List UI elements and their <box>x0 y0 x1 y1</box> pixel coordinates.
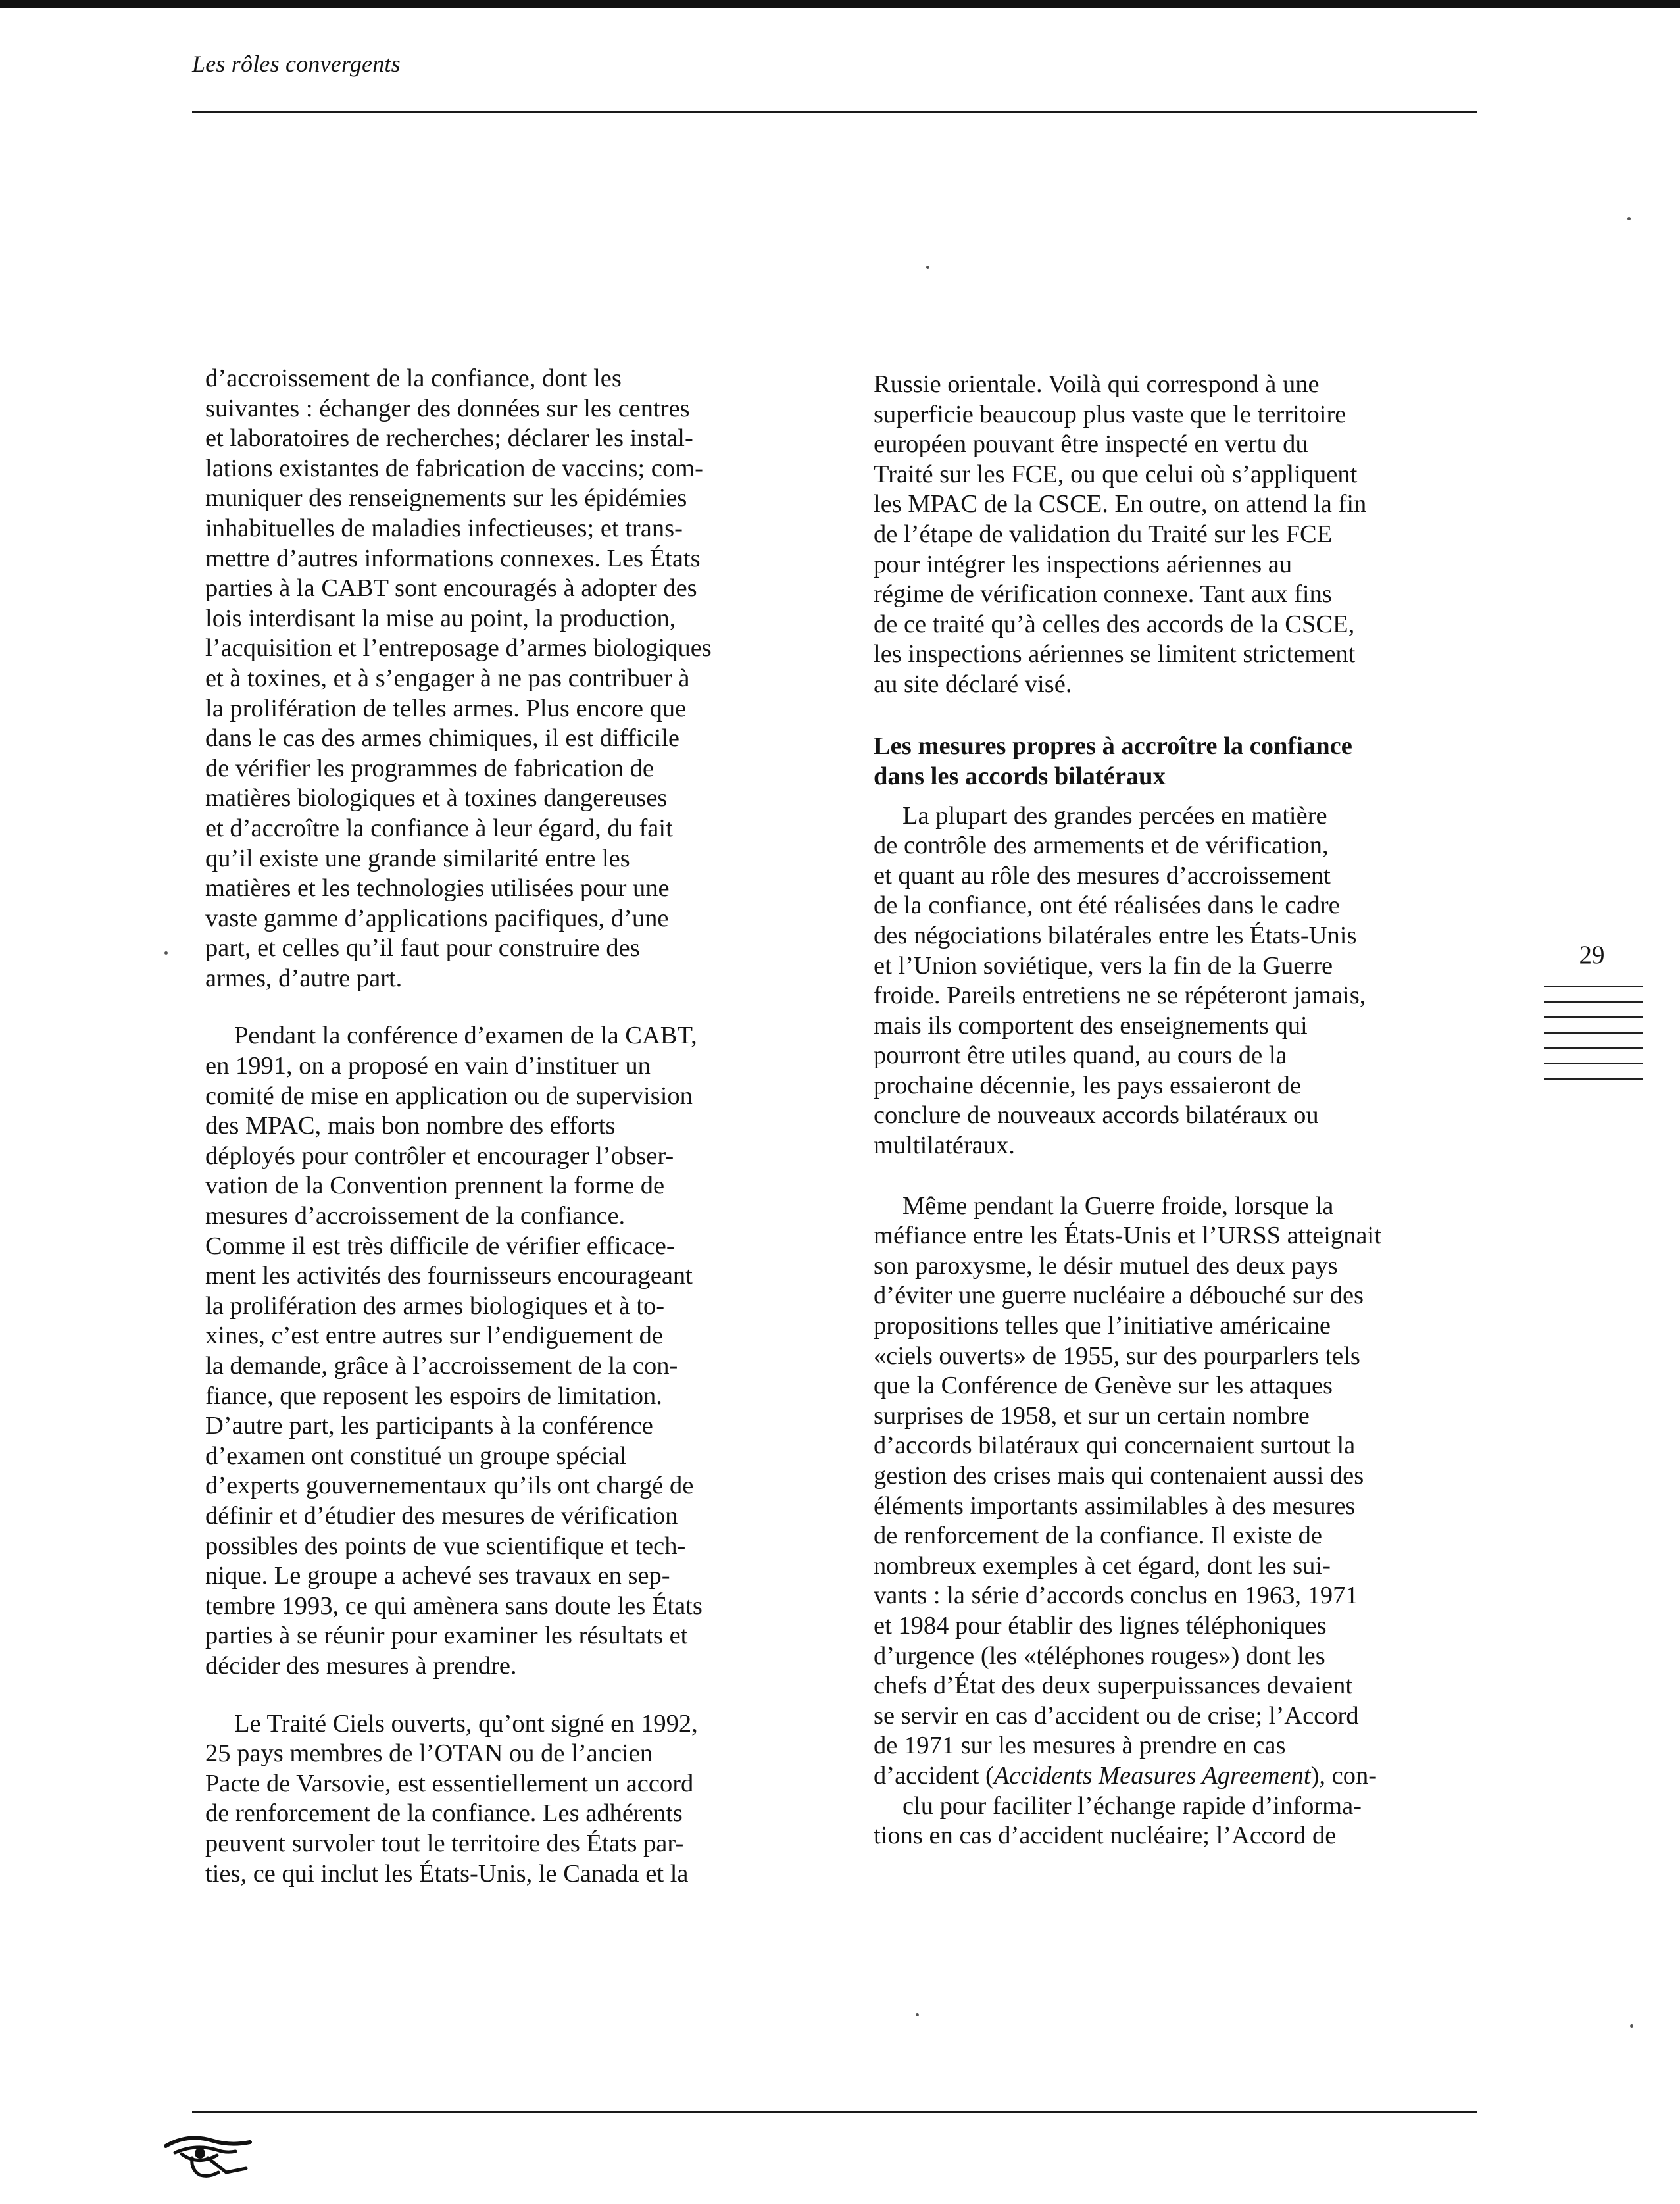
text-line: comité de mise en application ou de supervision <box>205 1082 693 1110</box>
text-line: inhabituelles de maladies infectieuses; et trans- <box>205 514 683 542</box>
margin-tab-rules <box>1544 986 1643 1094</box>
text-line: dans les accords bilatéraux <box>874 762 1166 790</box>
text-line: Pendant la conférence d’examen de la CABT, <box>234 1022 697 1050</box>
text-line: Le Traité Ciels ouverts, qu’ont signé en 1992, <box>234 1709 698 1738</box>
text-line: matières et les technologies utilisées pour une <box>205 874 670 903</box>
text-line: éléments importants assimilables à des mesures <box>874 1491 1356 1520</box>
text-line: gestion des crises mais qui contenaient aussi des <box>874 1462 1364 1490</box>
text-line: surprises de 1958, et sur un certain nombre <box>874 1401 1310 1430</box>
text-line: de renforcement de la confiance. Les adhérents <box>205 1799 683 1828</box>
text-line: possibles des points de vue scientifique et tech- <box>205 1532 686 1560</box>
footer-rule <box>192 2111 1477 2113</box>
text-line: clu pour faciliter l’échange rapide d’informa- <box>902 1791 1362 1820</box>
text-line: prochaine décennie, les pays essaieront de <box>874 1071 1301 1099</box>
scan-speck <box>1630 2024 1633 2028</box>
scan-top-edge <box>0 0 1680 8</box>
text-line: muniquer des renseignements sur les épidémies <box>205 484 687 513</box>
text-line: de 1971 sur les mesures à prendre en cas <box>874 1732 1286 1760</box>
text-line: d’urgence (les «téléphones rouges») dont les <box>874 1641 1325 1670</box>
text-line: chefs d’État des deux superpuissances devaient <box>874 1672 1353 1700</box>
text-line: ment les activités des fournisseurs encourageant <box>205 1262 693 1290</box>
tab-rule <box>1544 1078 1643 1080</box>
left-column <box>205 364 805 1889</box>
text-line: des MPAC, mais bon nombre des efforts <box>205 1112 616 1140</box>
text-line: parties à se réunir pour examiner les résultats et <box>205 1622 688 1650</box>
text-line: mesures d’accroissement de la confiance. <box>205 1202 626 1230</box>
italic-line-after: ), con- <box>1310 1761 1377 1790</box>
text-line: des négociations bilatérales entre les États-Unis <box>874 921 1357 949</box>
tab-rule <box>1544 1001 1643 1003</box>
text-line: d’éviter une guerre nucléaire a débouché sur des <box>874 1282 1364 1310</box>
text-line: de vérifier les programmes de fabrication de <box>205 754 655 782</box>
text-line: D’autre part, les participants à la conférence <box>205 1412 653 1440</box>
text-line: déployés pour contrôler et encourager l’obser- <box>205 1141 674 1170</box>
text-line: que la Conférence de Genève sur les attaques <box>874 1372 1333 1400</box>
italic-line-before: d’accident ( <box>874 1761 994 1790</box>
text-line: la demande, grâce à l’accroissement de la con- <box>205 1352 678 1380</box>
text-line: Pacte de Varsovie, est essentiellement un accord <box>205 1769 694 1797</box>
text-line: Même pendant la Guerre froide, lorsque la <box>902 1191 1334 1220</box>
text-line: suivantes : échanger des données sur les centres <box>205 394 690 422</box>
text-line: mais ils comportent des enseignements qui <box>874 1011 1308 1039</box>
text-line: d’accords bilatéraux qui concernaient surtout la <box>874 1432 1356 1460</box>
text-line: de la confiance, ont été réalisées dans le cadre <box>874 891 1340 920</box>
text-line: multilatéraux. <box>874 1132 1015 1160</box>
text-line: en 1991, on a proposé en vain d’instituer un <box>205 1052 651 1080</box>
text-line: et d’accroître la confiance à leur égard, du fait <box>205 814 673 842</box>
text-line: nombreux exemples à cet égard, dont les sui- <box>874 1551 1331 1580</box>
right-paragraph-3-body <box>874 1191 1479 1761</box>
text-line: de renforcement de la confiance. Il existe de <box>874 1522 1322 1550</box>
text-line: ties, ce qui inclut les États-Unis, le Canada et la <box>205 1859 689 1888</box>
text-line: qu’il existe une grande similarité entre les <box>205 844 630 872</box>
text-line: «ciels ouverts» de 1955, sur des pourparlers tels <box>874 1341 1360 1370</box>
text-line: peuvent survoler tout le territoire des États par- <box>205 1829 684 1857</box>
text-line: mettre d’autres informations connexes. Les États <box>205 544 701 572</box>
text-line: et l’Union soviétique, vers la fin de la Guerre <box>874 951 1333 980</box>
text-line: xines, c’est entre autres sur l’endiguement de <box>205 1322 663 1350</box>
agreement-title: Accidents Measures Agreement <box>993 1761 1311 1790</box>
text-line: la prolifération de telles armes. Plus encore que <box>205 694 687 722</box>
right-column <box>874 370 1479 1851</box>
text-line-italic-title <box>874 1761 1479 1791</box>
text-line: et à toxines, et à s’engager à ne pas contribuer à <box>205 664 690 692</box>
section-subheading <box>874 732 1479 792</box>
text-line: de l’étape de validation du Traité sur les FCE <box>874 520 1333 548</box>
text-line: nique. Le groupe a achevé ses travaux en sep- <box>205 1562 670 1590</box>
text-line: vants : la série d’accords conclus en 1963, 1971 <box>874 1582 1358 1610</box>
text-line: d’examen ont constitué un groupe spécial <box>205 1441 627 1470</box>
text-line: et quant au rôle des mesures d’accroissement <box>874 861 1331 889</box>
eye-of-horus-icon <box>162 2132 254 2179</box>
text-line: froide. Pareils entretiens ne se répéteront jamais, <box>874 982 1366 1010</box>
running-head: Les rôles convergents <box>192 51 401 77</box>
text-line: Les mesures propres à accroître la confiance <box>874 732 1352 760</box>
text-line: propositions telles que l’initiative américaine <box>874 1312 1331 1340</box>
tab-rule <box>1544 1016 1643 1018</box>
text-line: les inspections aériennes se limitent strictement <box>874 640 1356 668</box>
text-line: pourront être utiles quand, au cours de la <box>874 1041 1287 1070</box>
text-line: se servir en cas d’accident ou de crise; l’Accord <box>874 1701 1359 1730</box>
text-line: de contrôle des armements et de vérification, <box>874 832 1329 860</box>
scan-speck <box>1627 217 1631 220</box>
tab-rule <box>1544 986 1643 987</box>
text-line: La plupart des grandes percées en matière <box>902 801 1327 830</box>
text-line: son paroxysme, le désir mutuel des deux pays <box>874 1251 1338 1280</box>
text-line: lois interdisant la mise au point, la production, <box>205 604 676 632</box>
text-line: 25 pays membres de l’OTAN ou de l’ancien <box>205 1740 653 1768</box>
text-line: et 1984 pour établir des lignes téléphoniques <box>874 1611 1327 1640</box>
right-paragraph-3-end <box>874 1791 1479 1851</box>
text-line: dans le cas des armes chimiques, il est difficile <box>205 724 679 753</box>
text-line: tembre 1993, ce qui amènera sans doute les États <box>205 1591 703 1620</box>
text-line: les MPAC de la CSCE. En outre, on attend la fin <box>874 490 1367 518</box>
scan-speck <box>916 2013 919 2016</box>
text-line: matières biologiques et à toxines dangereuses <box>205 784 668 813</box>
scan-speck <box>926 266 929 269</box>
text-line: Comme il est très difficile de vérifier efficace- <box>205 1232 675 1260</box>
text-line: pour intégrer les inspections aériennes au <box>874 550 1293 578</box>
text-line: vaste gamme d’applications pacifiques, d’une <box>205 904 669 932</box>
text-line: parties à la CABT sont encouragés à adopter des <box>205 574 697 603</box>
text-line: méfiance entre les États-Unis et l’URSS atteignait <box>874 1222 1381 1250</box>
text-line: définir et d’étudier des mesures de vérification <box>205 1501 678 1530</box>
left-paragraph-3 <box>205 1709 805 1890</box>
text-line: armes, d’autre part. <box>205 964 403 992</box>
tab-rule <box>1544 1047 1643 1049</box>
text-line: superficie beaucoup plus vaste que le territoire <box>874 400 1346 428</box>
text-line: l’acquisition et l’entreposage d’armes biologiques <box>205 634 712 663</box>
tab-rule <box>1544 1032 1643 1034</box>
header-rule <box>192 111 1477 113</box>
text-line: tions en cas d’accident nucléaire; l’Accord de <box>874 1822 1337 1850</box>
right-paragraph-2 <box>874 801 1479 1161</box>
text-line: et laboratoires de recherches; déclarer les instal- <box>205 424 693 453</box>
text-line: d’accroissement de la confiance, dont les <box>205 364 622 392</box>
scan-speck <box>164 951 168 955</box>
text-line: européen pouvant être inspecté en vertu du <box>874 430 1308 459</box>
text-line: vation de la Convention prennent la forme de <box>205 1172 665 1200</box>
tab-rule <box>1544 1063 1643 1064</box>
text-line: conclure de nouveaux accords bilatéraux ou <box>874 1101 1319 1130</box>
text-line: part, et celles qu’il faut pour construire des <box>205 934 640 963</box>
text-line: régime de vérification connexe. Tant aux fins <box>874 580 1332 609</box>
text-line: au site déclaré visé. <box>874 670 1072 698</box>
text-line: décider des mesures à prendre. <box>205 1651 517 1680</box>
text-line: Traité sur les FCE, ou que celui où s’appliquent <box>874 460 1358 488</box>
right-paragraph-3 <box>874 1191 1479 1851</box>
right-paragraph-1 <box>874 370 1479 700</box>
page-number: 29 <box>1579 941 1605 969</box>
text-line: Russie orientale. Voilà qui correspond à une <box>874 370 1320 398</box>
text-line: lations existantes de fabrication de vaccins; com- <box>205 454 703 482</box>
text-line: d’experts gouvernementaux qu’ils ont chargé de <box>205 1472 694 1500</box>
text-line: la prolifération des armes biologiques et à to- <box>205 1291 665 1320</box>
text-line: fiance, que reposent les espoirs de limitation. <box>205 1382 662 1410</box>
text-line: de ce traité qu’à celles des accords de la CSCE, <box>874 610 1355 638</box>
left-paragraph-2 <box>205 1021 805 1681</box>
left-paragraph-1 <box>205 364 805 993</box>
